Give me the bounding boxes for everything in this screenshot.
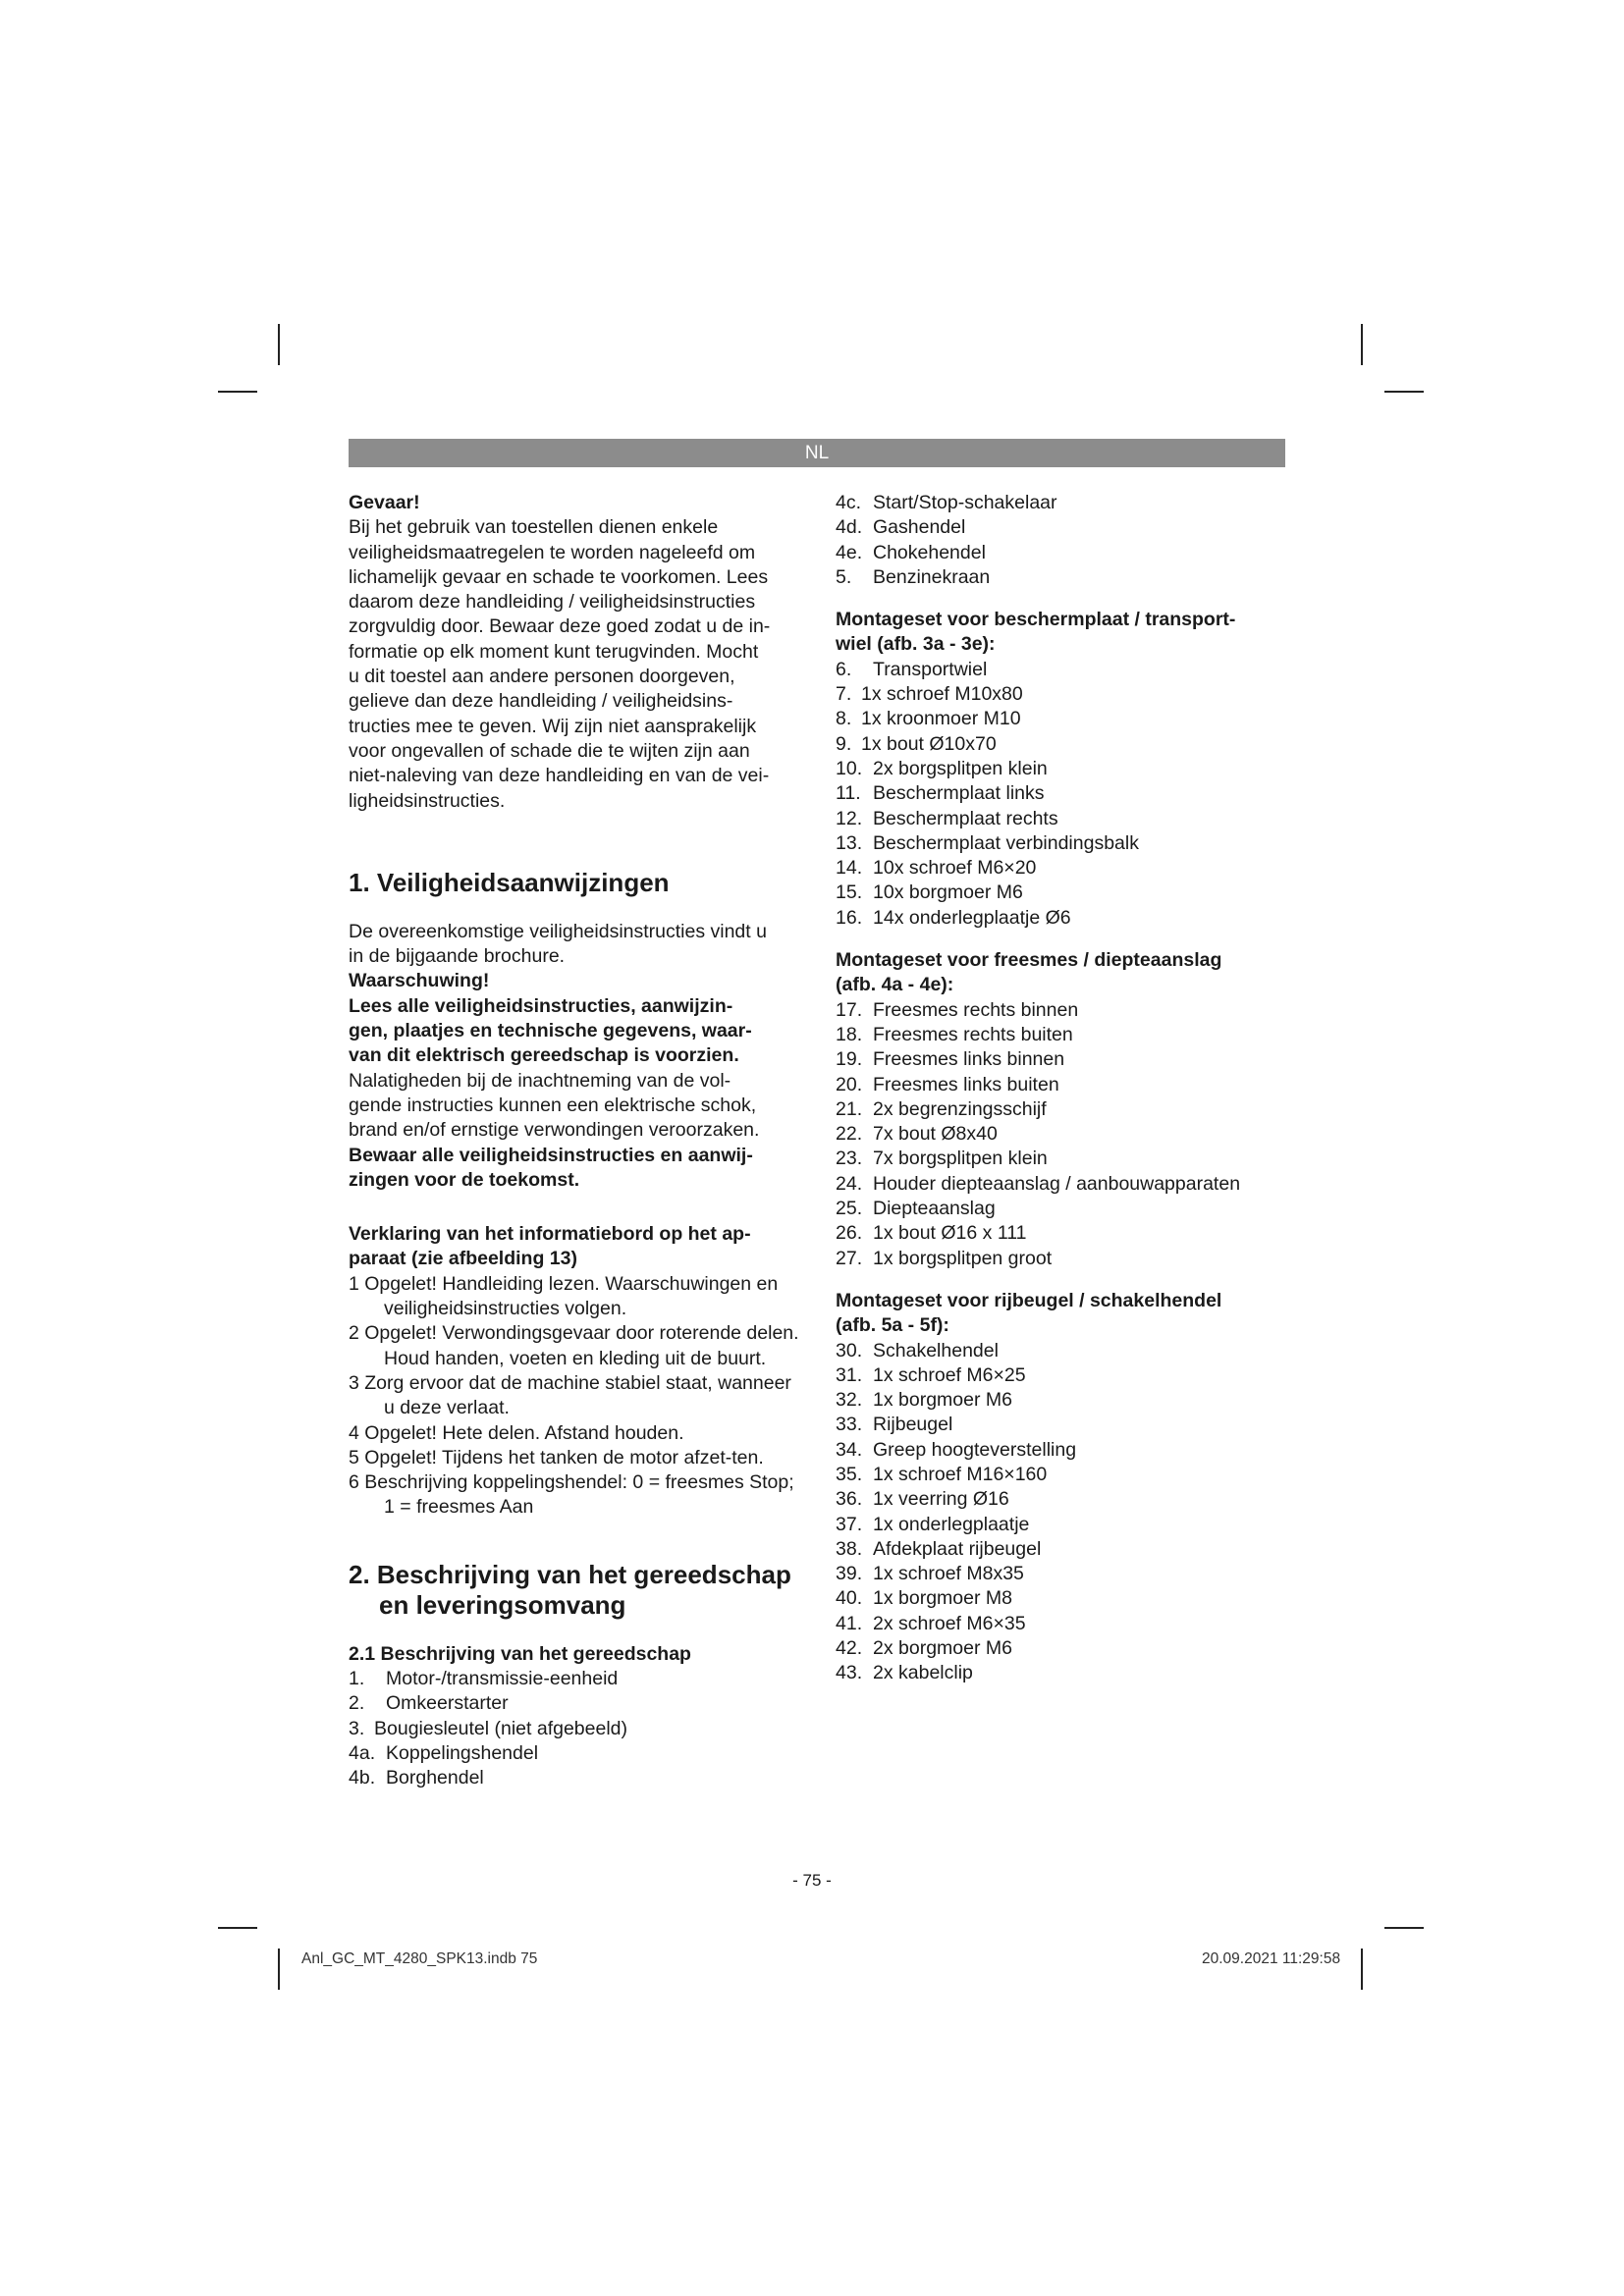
text-line: Lees alle veiligheidsinstructies, aanwijzin- (349, 994, 733, 1017)
item-number: 36. (836, 1488, 863, 1511)
info-item: 5 Opgelet! Tijdens het tanken de motor afzet-ten. (349, 1446, 764, 1468)
item-label: 1x veerring Ø16 (873, 1488, 1009, 1511)
info-board-title: paraat (zie afbeelding 13) (349, 1248, 577, 1270)
item-label: 2x borgsplitpen klein (873, 757, 1048, 779)
item-label: Benzinekraan (873, 565, 991, 588)
item-number: 11. (836, 782, 861, 805)
list-item (836, 1047, 1287, 1072)
section-1-title: 1. Veiligheidsaanwijzingen (349, 867, 670, 897)
crop-mark (1384, 1927, 1424, 1929)
item-label: Chokehendel (873, 541, 986, 563)
item-number: 32. (836, 1389, 863, 1412)
section-2-title: 2. Beschrijving van het gereedschap en leveringsomvang (349, 1559, 791, 1620)
info-item: 6 Beschrijving koppelingshendel: 0 = freesmes Stop; 1 = freesmes Aan (349, 1471, 794, 1519)
text-line: tructies mee te geven. Wij zijn niet aansprakelijk (349, 715, 757, 737)
text-line: Bij het gebruik van toestellen dienen enkele (349, 516, 719, 539)
item-number: 22. (836, 1123, 863, 1146)
item-number: 6. (836, 658, 852, 680)
list-item (836, 682, 1287, 707)
item-number: 7. (836, 683, 852, 706)
text-line: brand en/of ernstige verwondingen veroorzaken. (349, 1119, 760, 1142)
item-number: 8. (836, 708, 852, 730)
item-number: 4c. (836, 492, 862, 513)
item-label: Freesmes rechts buiten (873, 1023, 1073, 1045)
item-label: 1x bout Ø10x70 (861, 732, 997, 755)
item-label: 1x schroef M8x35 (873, 1563, 1024, 1585)
item-number: 16. (836, 906, 863, 929)
text-line: van dit elektrisch gereedschap is voorzien. (349, 1044, 739, 1067)
item-number: 10. (836, 757, 863, 779)
list-item (836, 1487, 1287, 1512)
item-label: Borghendel (386, 1767, 484, 1789)
group-title: Montageset voor beschermplaat / transport- (836, 609, 1236, 631)
item-number: 27. (836, 1247, 863, 1269)
list-item (836, 1636, 1287, 1661)
item-label: 7x bout Ø8x40 (873, 1123, 998, 1146)
list-item (836, 1661, 1287, 1685)
item-number: 25. (836, 1198, 863, 1220)
info-item: 3 Zorg ervoor dat de machine stabiel staat, wanneer u deze verlaat. (349, 1371, 791, 1419)
item-number: 24. (836, 1172, 863, 1195)
item-label: Omkeerstarter (386, 1692, 509, 1715)
item-number: 17. (836, 998, 863, 1021)
group-title: (afb. 4a - 4e): (836, 974, 954, 996)
crop-mark (278, 1949, 280, 1990)
item-number: 4b. (349, 1767, 376, 1789)
item-number: 4a. (349, 1741, 376, 1764)
item-number: 20. (836, 1073, 863, 1095)
list-item (836, 515, 1287, 540)
item-number: 21. (836, 1097, 863, 1120)
list-item (836, 1388, 1287, 1413)
list-item (836, 856, 1287, 881)
list-item (349, 1766, 800, 1790)
item-label: 1x borgmoer M8 (873, 1587, 1012, 1610)
left-column (349, 491, 800, 1790)
list-item (836, 541, 1287, 565)
list-item (836, 831, 1287, 856)
item-label: Afdekplaat rijbeugel (873, 1537, 1042, 1560)
item-label: Koppelingshendel (386, 1741, 539, 1764)
text-line: in de bijgaande brochure. (349, 945, 566, 968)
item-number: 1. (349, 1667, 365, 1689)
text-line: lichamelijk gevaar en schade te voorkomen. Lees (349, 565, 769, 588)
item-number: 5. (836, 565, 852, 588)
item-number: 38. (836, 1537, 863, 1560)
item-label: 10x borgmoer M6 (873, 881, 1023, 904)
item-number: 40. (836, 1587, 863, 1610)
item-number: 34. (836, 1438, 863, 1461)
item-label: 1x schroef M6×25 (873, 1363, 1026, 1386)
item-number: 4e. (836, 541, 863, 563)
list-item (836, 881, 1287, 905)
text-line: u dit toestel aan andere personen doorgeven, (349, 666, 735, 688)
text-line: Bewaar alle veiligheidsinstructies en aanwij- (349, 1144, 753, 1166)
item-number: 26. (836, 1222, 863, 1245)
item-label: 1x onderlegplaatje (873, 1513, 1030, 1535)
item-label: Beschermplaat verbindingsbalk (873, 831, 1139, 854)
item-label: 1x schroef M16×160 (873, 1463, 1048, 1485)
warning-title: Waarschuwing! (349, 970, 490, 992)
list-item (836, 1413, 1287, 1437)
list-item (349, 1741, 800, 1766)
item-number: 9. (836, 732, 852, 755)
crop-mark (1361, 324, 1363, 365)
list-item (836, 1221, 1287, 1246)
text-line: zorgvuldig door. Bewaar deze goed zodat u de in- (349, 615, 771, 638)
crop-mark (218, 391, 257, 393)
item-label: Motor-/transmissie-eenheid (386, 1667, 619, 1689)
item-number: 42. (836, 1637, 863, 1660)
list-item (836, 1122, 1287, 1147)
item-label: Rijbeugel (873, 1414, 953, 1436)
list-item (836, 781, 1287, 806)
item-label: Freesmes links buiten (873, 1073, 1059, 1095)
item-label: Houder diepteaanslag / aanbouwapparaten (873, 1172, 1241, 1195)
text-line: zingen voor de toekomst. (349, 1168, 580, 1191)
text-line: daarom deze handleiding / veiligheidsinstructies (349, 591, 756, 614)
list-item (836, 1339, 1287, 1363)
info-board-title: Verklaring van het informatiebord op het ap- (349, 1223, 751, 1246)
list-item (836, 1438, 1287, 1463)
group-title: Montageset voor freesmes / diepteaanslag (836, 949, 1222, 972)
item-number: 33. (836, 1414, 863, 1436)
item-label: 1x borgsplitpen groot (873, 1247, 1053, 1269)
list-item (836, 565, 1287, 590)
item-label: Start/Stop-schakelaar (873, 492, 1057, 513)
item-label: 1x bout Ø16 x 111 (873, 1222, 1027, 1245)
item-number: 23. (836, 1148, 863, 1170)
item-number: 41. (836, 1612, 863, 1634)
item-number: 37. (836, 1513, 863, 1535)
item-number: 43. (836, 1662, 863, 1684)
item-number: 14. (836, 857, 863, 880)
group-title: wiel (afb. 3a - 3e): (836, 633, 996, 656)
text-line: veiligheidsmaatregelen te worden nageleefd om (349, 541, 756, 563)
item-label: 2x kabelclip (873, 1662, 973, 1684)
crop-mark (1384, 391, 1424, 393)
item-label: Beschermplaat links (873, 782, 1045, 805)
text-line: voor ongevallen of schade die te wijten zijn aan (349, 739, 750, 762)
list-item (836, 1247, 1287, 1271)
list-item (836, 998, 1287, 1023)
item-number: 3. (349, 1717, 365, 1739)
list-item (836, 1172, 1287, 1197)
info-item: 1 Opgelet! Handleiding lezen. Waarschuwingen en veiligheidsinstructies volgen. (349, 1272, 779, 1320)
item-label: 1x schroef M10x80 (861, 683, 1023, 706)
list-item (836, 906, 1287, 931)
item-label: Schakelhendel (873, 1339, 999, 1362)
item-label: Freesmes rechts binnen (873, 998, 1079, 1021)
danger-title: Gevaar! (349, 492, 420, 513)
page-number: - 75 - (792, 1871, 832, 1890)
list-item (349, 1717, 800, 1741)
list-item (836, 1197, 1287, 1221)
item-label: Gashendel (873, 516, 966, 539)
list-item (836, 1463, 1287, 1487)
info-item: 4 Opgelet! Hete delen. Afstand houden. (349, 1421, 684, 1444)
list-item (836, 491, 1287, 515)
list-item (836, 1513, 1287, 1537)
list-item (836, 757, 1287, 781)
item-number: 19. (836, 1048, 863, 1071)
item-label: Transportwiel (873, 658, 988, 680)
info-item: 2 Opgelet! Verwondingsgevaar door roterende delen. Houd handen, voeten en kleding uit de buurt. (349, 1322, 799, 1369)
list-item (836, 1586, 1287, 1611)
list-item (836, 1023, 1287, 1047)
item-label: Greep hoogteverstelling (873, 1438, 1077, 1461)
list-item (836, 807, 1287, 831)
crop-mark (1361, 1949, 1363, 1990)
text-line: formatie op elk moment kunt terugvinden. Mocht (349, 640, 759, 663)
crop-mark (218, 1927, 257, 1929)
item-label: 10x schroef M6×20 (873, 857, 1037, 880)
subsection-2-1-title: 2.1 Beschrijving van het gereedschap (349, 1642, 691, 1665)
list-item (836, 707, 1287, 731)
item-label: 1x kroonmoer M10 (861, 708, 1021, 730)
text-line: De overeenkomstige veiligheidsinstructies vindt u (349, 920, 767, 942)
text-line: gen, plaatjes en technische gegevens, waar- (349, 1020, 752, 1042)
list-item (836, 1097, 1287, 1122)
language-header: NL (349, 439, 1285, 467)
crop-mark (278, 324, 280, 365)
list-item (836, 658, 1287, 682)
list-item (836, 1363, 1287, 1388)
item-number: 12. (836, 807, 863, 829)
text-line: Nalatigheden bij de inachtneming van de vol- (349, 1069, 731, 1092)
footer-file: Anl_GC_MT_4280_SPK13.indb 75 (301, 1950, 538, 1967)
item-number: 35. (836, 1463, 863, 1485)
list-item (836, 1612, 1287, 1636)
text-line: ligheidsinstructies. (349, 789, 506, 812)
item-label: 2x schroef M6×35 (873, 1612, 1026, 1634)
list-item (836, 1562, 1287, 1586)
item-number: 18. (836, 1023, 863, 1045)
list-item (836, 1147, 1287, 1171)
item-label: 1x borgmoer M6 (873, 1389, 1012, 1412)
item-label: 14x onderlegplaatje Ø6 (873, 906, 1071, 929)
item-number: 2. (349, 1692, 365, 1715)
list-item (349, 1667, 800, 1691)
right-column (836, 491, 1287, 1686)
item-label: Bougiesleutel (niet afgebeeld) (374, 1717, 628, 1739)
item-label: 2x borgmoer M6 (873, 1637, 1012, 1660)
item-label: Diepteaanslag (873, 1198, 996, 1220)
item-label: Beschermplaat rechts (873, 807, 1058, 829)
item-number: 30. (836, 1339, 863, 1362)
group-title: (afb. 5a - 5f): (836, 1314, 949, 1337)
item-number: 31. (836, 1363, 863, 1386)
item-number: 39. (836, 1563, 863, 1585)
list-item (836, 1073, 1287, 1097)
item-label: 2x begrenzingsschijf (873, 1097, 1047, 1120)
item-number: 15. (836, 881, 863, 904)
list-item (836, 1537, 1287, 1562)
text-line: gende instructies kunnen een elektrische schok, (349, 1094, 757, 1116)
item-label: Freesmes links binnen (873, 1048, 1065, 1071)
item-label: 7x borgsplitpen klein (873, 1148, 1048, 1170)
list-item (836, 732, 1287, 757)
text-line: niet-naleving van deze handleiding en van de vei- (349, 765, 770, 787)
text-line: gelieve dan deze handleiding / veiligheidsins- (349, 690, 733, 713)
footer-datetime: 20.09.2021 11:29:58 (1202, 1950, 1341, 1967)
item-number: 13. (836, 831, 863, 854)
list-item (349, 1691, 800, 1716)
item-number: 4d. (836, 516, 863, 539)
group-title: Montageset voor rijbeugel / schakelhendel (836, 1289, 1222, 1311)
